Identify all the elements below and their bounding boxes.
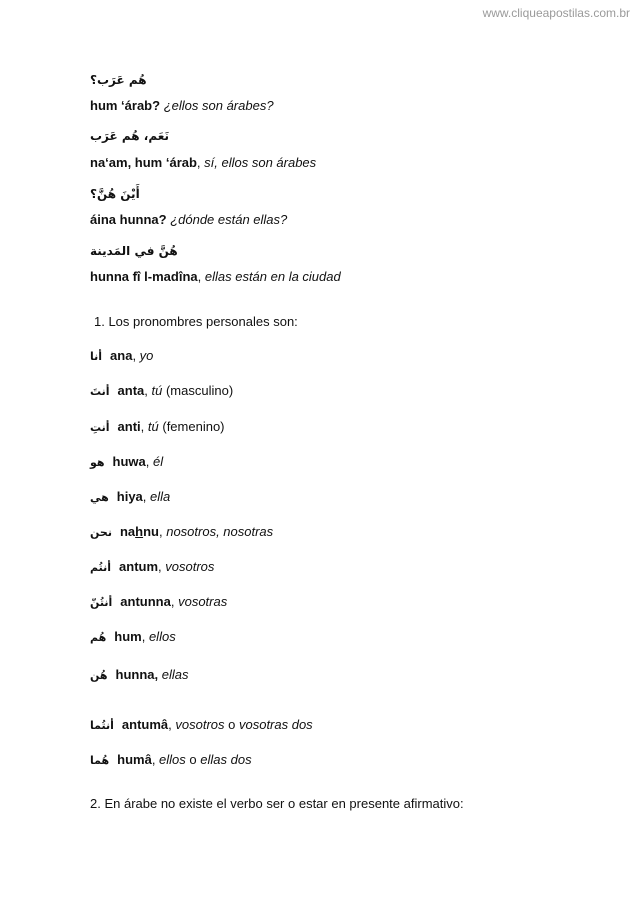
pronoun-arabic: هُم bbox=[90, 631, 107, 644]
pronoun-arabic: أنتَ bbox=[90, 385, 110, 398]
pronoun-row bbox=[90, 559, 214, 576]
pronoun-sep: , bbox=[158, 559, 166, 574]
pronoun-translit: humâ bbox=[117, 752, 152, 767]
pronoun-translit: ana bbox=[110, 348, 133, 363]
pronoun-sep: , bbox=[168, 717, 176, 732]
section-2-title: 2. En árabe no existe el verbo ser o estar en presente afirmativo: bbox=[90, 796, 464, 811]
pronoun-meaning: yo bbox=[139, 348, 154, 363]
pronoun-meaning: vosotras bbox=[178, 594, 228, 609]
pronoun-translit: antumâ bbox=[121, 717, 169, 732]
pronoun-translit: huwa bbox=[112, 454, 146, 469]
example-4-line: hunna fî l-madîna, ellas están en la ciudad bbox=[90, 269, 341, 284]
example-1-translit: hum ‘árab? bbox=[90, 98, 161, 113]
pronoun-arabic: هي bbox=[90, 491, 109, 504]
pronoun-translit: antum bbox=[119, 559, 159, 574]
pronoun-meaning: tú bbox=[151, 383, 163, 398]
pronoun-row bbox=[90, 348, 153, 365]
pronoun-extra: (masculino) bbox=[162, 383, 234, 398]
example-2-arabic: نَعَم، هُم عَرَب bbox=[90, 129, 170, 143]
pronoun-translit: nahnu bbox=[119, 524, 159, 539]
pronoun-row bbox=[90, 419, 225, 436]
pronoun-meaning: tú bbox=[147, 419, 159, 434]
pronoun-meaning-2: ellas dos bbox=[200, 752, 252, 767]
pronoun-meaning: vosotros bbox=[165, 559, 215, 574]
example-3-translit: áina hunna? bbox=[90, 212, 167, 227]
example-1-translation: ¿ellos son árabes? bbox=[163, 98, 274, 113]
pronoun-sep: , bbox=[170, 594, 179, 609]
pronoun-row bbox=[90, 489, 170, 506]
example-2-translation: sí, ellos son árabes bbox=[204, 155, 317, 170]
pronoun-conj: o bbox=[224, 717, 239, 732]
pronoun-sep: , bbox=[151, 752, 160, 767]
example-1-line bbox=[90, 98, 274, 114]
pronoun-translit: anti bbox=[117, 419, 141, 434]
pronoun-row bbox=[90, 454, 163, 471]
pronoun-row bbox=[90, 594, 227, 611]
pronoun-translit: hum bbox=[114, 629, 142, 644]
section-1-title: 1. Los pronombres personales son: bbox=[94, 314, 298, 329]
pronoun-meaning: ellos bbox=[159, 752, 186, 767]
pronoun-meaning: él bbox=[153, 454, 164, 469]
example-4-translit: hunna fî l-madîna bbox=[90, 269, 198, 284]
pronoun-translit: hiya bbox=[116, 489, 143, 504]
example-2-translit: na‘am, hum ‘árab bbox=[90, 155, 197, 170]
pronoun-row bbox=[90, 524, 273, 541]
pronoun-arabic: أنتُما bbox=[90, 719, 114, 732]
pronoun-sep: , bbox=[145, 454, 153, 469]
example-3-line bbox=[90, 212, 287, 228]
pronoun-arabic: أنتُنّ bbox=[90, 596, 113, 609]
pronoun-arabic: هو bbox=[90, 456, 105, 469]
pronoun-translit: antunna bbox=[120, 594, 171, 609]
pronoun-arabic: أنتِ bbox=[90, 421, 110, 434]
pronoun-translit: anta bbox=[117, 383, 145, 398]
pronoun-conj: o bbox=[185, 752, 201, 767]
pronoun-arabic: نحن bbox=[90, 526, 112, 539]
pronoun-row bbox=[90, 383, 233, 400]
pronoun-arabic: أنا bbox=[90, 350, 103, 363]
pronoun-translit: hunna, bbox=[115, 667, 159, 682]
example-1-arabic: هُم عَرَب؟ bbox=[90, 73, 147, 87]
pronoun-row bbox=[90, 752, 252, 769]
pronoun-sep: , bbox=[144, 383, 152, 398]
watermark: www.cliqueapostilas.com.br bbox=[482, 6, 630, 20]
pronoun-sep: , bbox=[142, 489, 151, 504]
example-3-translation: ¿dónde están ellas? bbox=[170, 212, 288, 227]
pronoun-sep: , bbox=[132, 348, 140, 363]
pronoun-meaning: vosotros bbox=[175, 717, 225, 732]
pronoun-meaning: ellos bbox=[148, 629, 176, 644]
pronoun-row bbox=[90, 629, 176, 646]
pronoun-row bbox=[90, 717, 313, 734]
pronoun-extra: (femenino) bbox=[158, 419, 225, 434]
pronoun-meaning: nosotros, nosotras bbox=[166, 524, 274, 539]
pronoun-sep: , bbox=[140, 419, 148, 434]
pronoun-meaning: ellas bbox=[161, 667, 189, 682]
example-3-arabic: أَيْنَ هُنَّ؟ bbox=[90, 187, 140, 201]
pronoun-meaning-2: vosotras dos bbox=[238, 717, 313, 732]
example-4-translation: ellas están en la ciudad bbox=[204, 269, 341, 284]
pronoun-sep: , bbox=[141, 629, 149, 644]
pronoun-arabic: هُن bbox=[90, 669, 108, 682]
pronoun-row bbox=[90, 667, 189, 684]
example-4-arabic: هُنَّ في المَدينة bbox=[90, 244, 178, 258]
pronoun-arabic: هُما bbox=[90, 754, 110, 767]
pronoun-meaning: ella bbox=[150, 489, 171, 504]
pronoun-sep: , bbox=[158, 524, 167, 539]
pronoun-arabic: أنتُم bbox=[90, 561, 112, 574]
example-2-line: na‘am, hum ‘árab, sí, ellos son árabes bbox=[90, 155, 317, 170]
